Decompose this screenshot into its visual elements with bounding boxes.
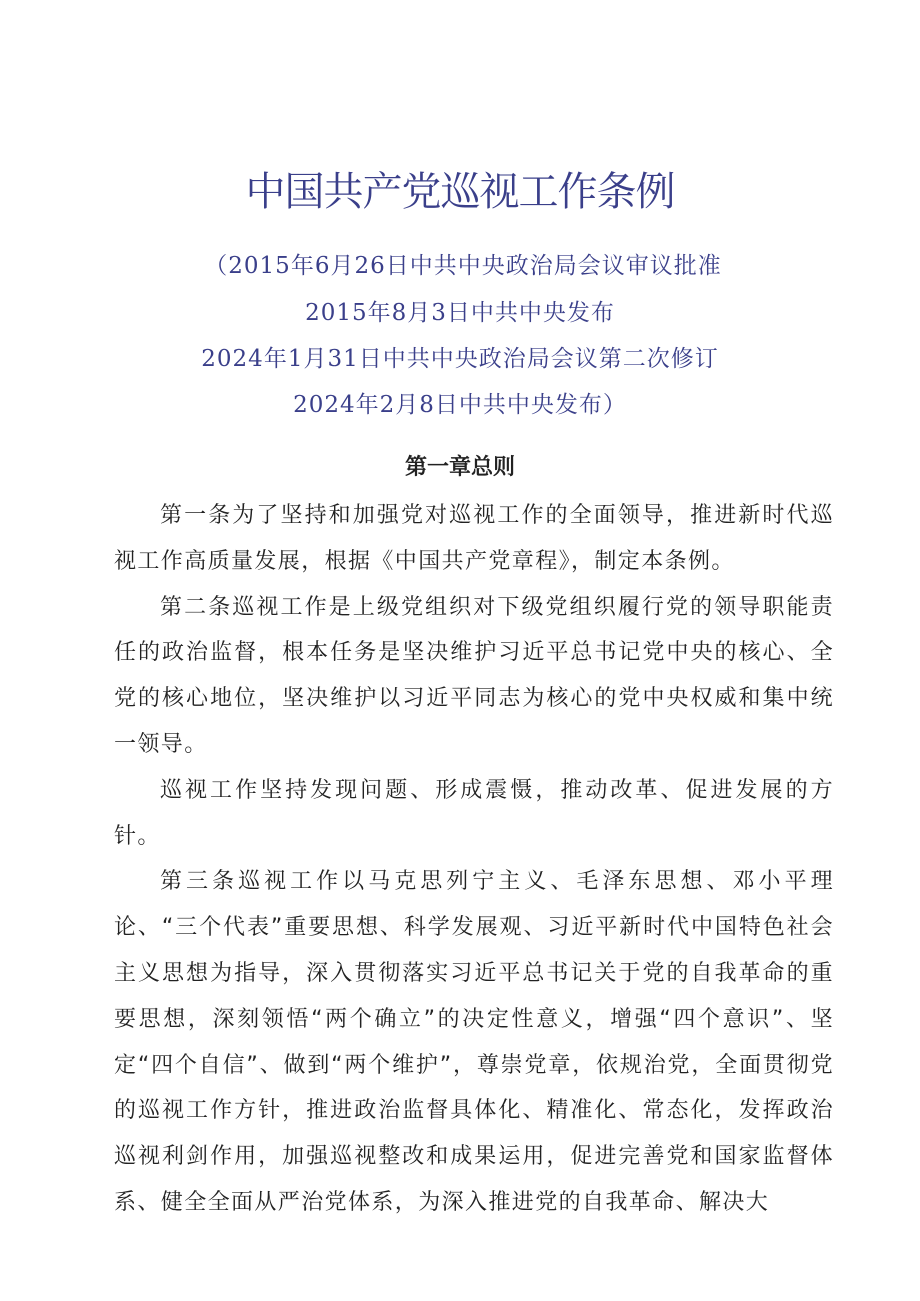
subtitle-line-approval: （2015年6月26日中共中央政治局会议审议批准 xyxy=(204,253,722,279)
article-2-guideline-paragraph: 巡视工作坚持发现问题、形成震慑，推动改革、促进发展的方针。 xyxy=(114,777,834,849)
subtitle-line-revision: 2024年1月31日中共中央政治局会议第二次修订 xyxy=(201,346,719,372)
article-3-paragraph: 第三条巡视工作以马克思列宁主义、毛泽东思想、邓小平理论、“三个代表”重要思想、科学发展观、习近平新时代中国特色社会主义思想为指导，深入贯彻落实习近平总书记关于党的自我革命的重要思想，深刻领悟“两个确立”的决定性意义，增强“四个意识”、坚定“四个自信”、做到“两个维护”，尊崇党章，依规治党，全面贯彻党的巡视工作方针，推进政治监督具体化、精准化、常态化，发挥政治巡视利剑作用，加强巡视整改和成果运用，促进完善党和国家监督体系、健全全面从严治党体系，为深入推进党的自我革命、解决大 xyxy=(114,869,834,1215)
subtitle-line-release: 2015年8月3日中共中央发布 xyxy=(305,300,615,326)
chapter-heading: 第一章总则 xyxy=(404,455,515,480)
document-title: 中国共产党巡视工作条例 xyxy=(245,169,675,215)
article-1-paragraph: 第一条为了坚持和加强党对巡视工作的全面领导，推进新时代巡视工作高质量发展，根据《中国共产党章程》，制定本条例。 xyxy=(114,503,834,574)
article-2-paragraph: 第二条巡视工作是上级党组织对下级党组织履行党的领导职能责任的政治监督，根本任务是坚决维护习近平总书记党中央的核心、全党的核心地位，坚决维护以习近平同志为核心的党中央权威和集中统一领导。 xyxy=(114,594,834,757)
subtitle-line-revised-release: 2024年2月8日中共中央发布） xyxy=(293,392,627,418)
document-body xyxy=(114,493,834,1226)
